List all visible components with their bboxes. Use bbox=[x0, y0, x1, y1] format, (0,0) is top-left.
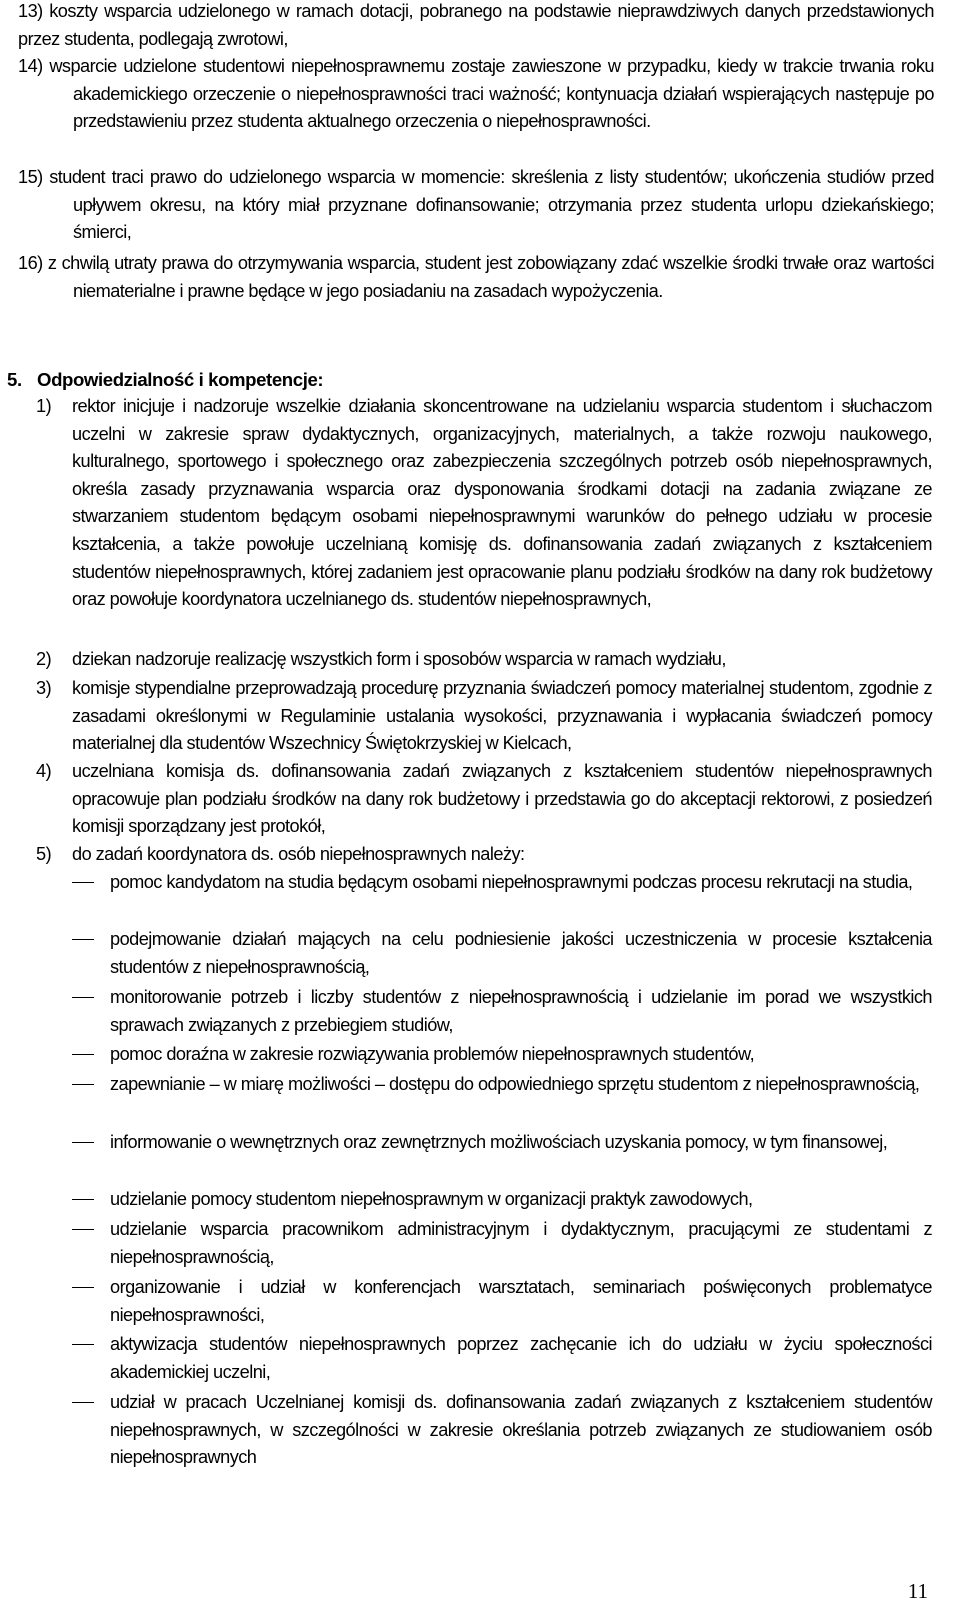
duty-text: pomoc kandydatom na studia będącym osobami niepełnosprawnymi podczas procesu rekrutacji na studia, bbox=[110, 872, 913, 892]
item-text: komisje stypendialne przeprowadzają procedurę przyznania świadczeń pomocy materialnej studentom, zgodnie z zasadami określonymi w Regulaminie ustalania wysokości, przyznawania i wypłacania świadczeń pomocy materialnej dla studentów Wszechnicy Świętokrzyskiej w Kielcach, bbox=[72, 678, 932, 754]
competence-item-5 bbox=[36, 841, 932, 869]
duty-text: udział w pracach Uczelnianej komisji ds. dofinansowania zadań związanych z kształceniem studentów niepełnosprawnych, w szczególności w zakresie określania potrzeb związanych ze studiowaniem osób niepełnosprawnych bbox=[110, 1392, 932, 1468]
competence-item-1 bbox=[36, 393, 932, 614]
dash-bullet bbox=[72, 1199, 94, 1200]
competence-item-4 bbox=[36, 758, 932, 841]
dash-bullet bbox=[72, 1054, 94, 1055]
duty-item bbox=[72, 1071, 932, 1099]
list-item-13: 13) koszty wsparcia udzielonego w ramach dotacji, pobranego na podstawie nieprawdziwych danych przedstawionych przez studenta, podlegają zwrotowi, bbox=[18, 1, 934, 49]
duty-item bbox=[72, 1216, 932, 1271]
competence-item-2 bbox=[36, 646, 932, 674]
dash-bullet bbox=[72, 1402, 94, 1403]
dash-bullet bbox=[72, 1084, 94, 1085]
item-number: 1) bbox=[36, 396, 52, 416]
competence-item-3 bbox=[36, 675, 932, 758]
duty-text: organizowanie i udział w konferencjach warsztatach, seminariach poświęconych problematyce niepełnosprawności, bbox=[110, 1277, 932, 1325]
dash-bullet bbox=[72, 1229, 94, 1230]
list-item-14: 14) wsparcie udzielone studentowi niepełnosprawnemu zostaje zawieszone w przypadku, kiedy w trakcie trwania roku akademickiego orzeczenie o niepełnosprawności traci ważność; kontynuacja działań wspierających następuje po przedstawieniu przez studenta aktualnego orzeczenia o niepełnosprawności. bbox=[18, 56, 934, 132]
dash-bullet bbox=[72, 1287, 94, 1288]
page-number: 11 bbox=[907, 1579, 928, 1603]
dash-bullet bbox=[72, 1344, 94, 1345]
section-number: 5. bbox=[7, 369, 22, 390]
item-number: 5) bbox=[36, 844, 52, 864]
section-heading: Odpowiedzialność i kompetencje: bbox=[37, 369, 324, 390]
duty-item bbox=[72, 1331, 932, 1386]
dash-bullet bbox=[72, 939, 94, 940]
duty-text: zapewnianie – w miarę możliwości – dostępu do odpowiedniego sprzętu studentom z niepełnosprawnością, bbox=[110, 1074, 920, 1094]
dash-bullet bbox=[72, 997, 94, 998]
duty-text: udzielanie pomocy studentom niepełnosprawnym w organizacji praktyk zawodowych, bbox=[110, 1189, 753, 1209]
duty-item bbox=[72, 1041, 932, 1069]
duty-text: informowanie o wewnętrznych oraz zewnętrznych możliwościach uzyskania pomocy, w tym finansowej, bbox=[110, 1132, 888, 1152]
duty-item bbox=[72, 926, 932, 981]
duty-text: monitorowanie potrzeb i liczby studentów z niepełnosprawnością i udzielanie im porad we wszystkich sprawach związanych z przebiegiem studiów, bbox=[110, 987, 932, 1035]
dash-bullet bbox=[72, 1142, 94, 1143]
duty-text: udzielanie wsparcia pracownikom administracyjnym i dydaktycznym, pracującymi ze studentami z niepełnosprawnością, bbox=[110, 1219, 932, 1267]
item-text: uczelniana komisja ds. dofinansowania zadań związanych z kształceniem studentów niepełnosprawnych opracowuje plan podziału środków na dany rok budżetowy i przedstawia go do akceptacji rektorowi, z posiedzeń komisji sporządzany jest protokół, bbox=[72, 761, 932, 837]
duty-text: pomoc doraźna w zakresie rozwiązywania problemów niepełnosprawnych studentów, bbox=[110, 1044, 755, 1064]
item-number: 3) bbox=[36, 678, 52, 698]
duty-item bbox=[72, 1389, 932, 1472]
list-item-16: 16) z chwilą utraty prawa do otrzymywania wsparcia, student jest zobowiązany zdać wszelkie środki trwałe oraz wartości niematerialne i prawne będące w jego posiadaniu na zasadach wypożyczenia. bbox=[18, 253, 934, 301]
duty-text: aktywizacja studentów niepełnosprawnych poprzez zachęcanie ich do udziału w życiu społeczności akademickiej uczelni, bbox=[110, 1334, 932, 1382]
duty-item bbox=[72, 984, 932, 1039]
item-text: rektor inicjuje i nadzoruje wszelkie działania skoncentrowane na udzielaniu wsparcia studentom i słuchaczom uczelni w zakresie spraw dydaktycznych, organizacyjnych, materialnych, a także rozwoju naukowego, kulturalnego, sportowego i społecznego oraz zabezpieczenia szczególnych potrzeb osób niepełnosprawnych, określa zasady przyznawania wsparcia oraz dysponowania środkami dotacji na zadania związane ze stwarzaniem studentom będącym osobami niepełnosprawnymi warunków do pełnego udziału w procesie kształcenia, a także powołuje uczelnianą komisję ds. dofinansowania zadań związanych z kształceniem studentów niepełnosprawnych, której zadaniem jest opracowanie planu podziału środków na dany rok budżetowy oraz powołuje koordynatora uczelnianego ds. studentów niepełnosprawnych, bbox=[72, 396, 932, 610]
item-text: do zadań koordynatora ds. osób niepełnosprawnych należy: bbox=[72, 844, 525, 864]
item-text: dziekan nadzoruje realizację wszystkich form i sposobów wsparcia w ramach wydziału, bbox=[72, 649, 726, 669]
item-number: 2) bbox=[36, 649, 52, 669]
list-item-15: 15) student traci prawo do udzielonego wsparcia w momencie: skreślenia z listy studentów; ukończenia studiów przed upływem okresu, na który miał przyznane dofinansowanie; otrzymania przez studenta urlopu dziekańskiego; śmierci, bbox=[18, 167, 934, 243]
duty-item bbox=[72, 1274, 932, 1329]
duty-text: podejmowanie działań mających na celu podniesienie jakości uczestniczenia w procesie kształcenia studentów z niepełnosprawnością, bbox=[110, 929, 932, 977]
item-number: 4) bbox=[36, 761, 52, 781]
duty-item bbox=[72, 1129, 932, 1157]
duty-item bbox=[72, 1186, 932, 1214]
duty-item bbox=[72, 869, 932, 897]
dash-bullet bbox=[72, 882, 94, 883]
